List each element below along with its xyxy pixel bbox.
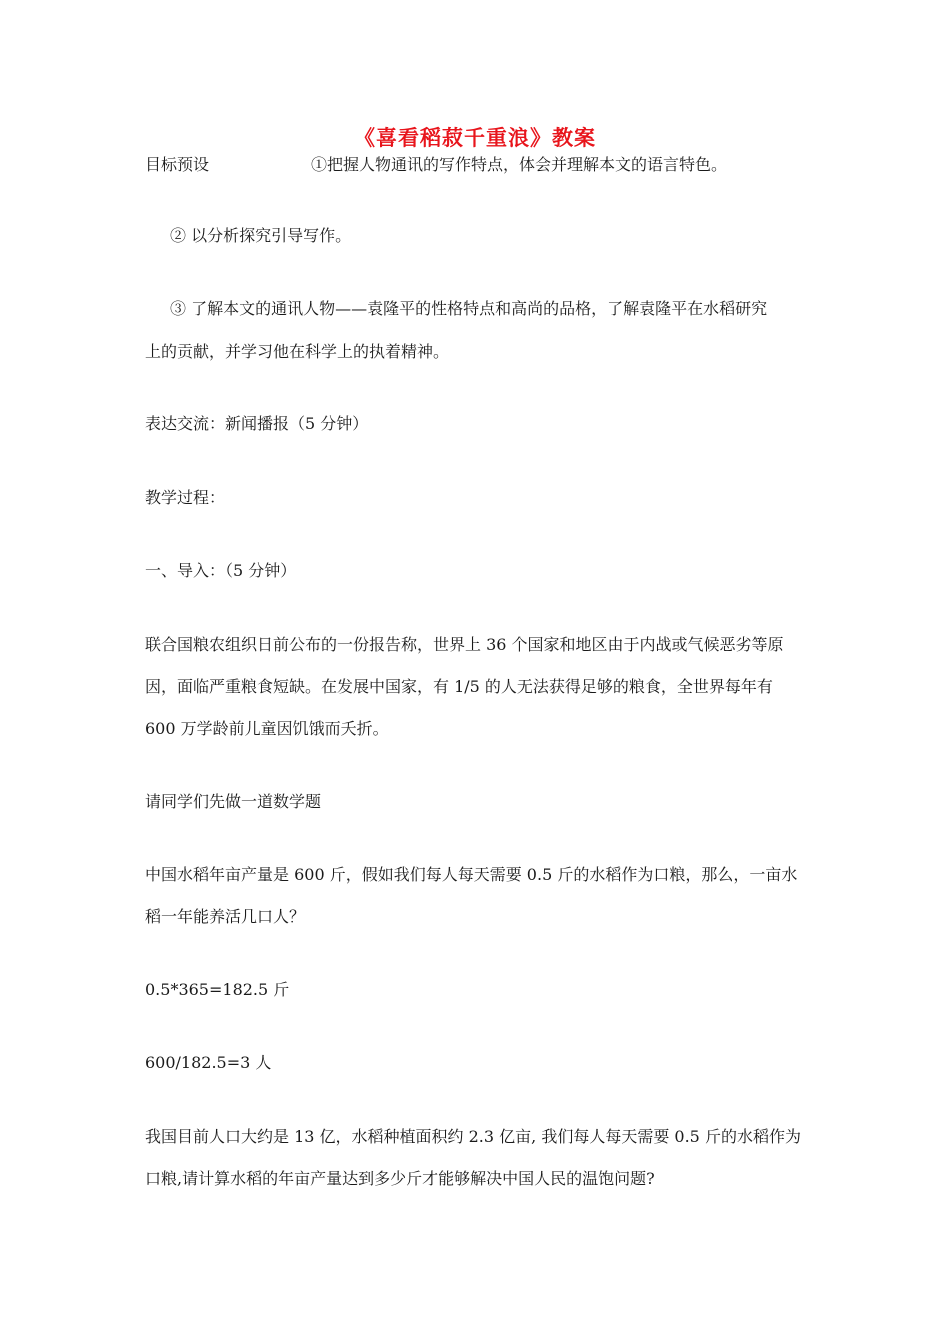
goal-item-1: ①把握人物通讯的写作特点，体会并理解本文的语言特色。	[311, 155, 728, 174]
intro-heading: 一、导入：（5 分钟）	[145, 561, 297, 580]
teaching-process-heading: 教学过程：	[145, 488, 226, 507]
paragraph-1-line-2: 因，面临严重粮食短缺。在发展中国家，有 1/5 的人无法获得足够的粮食，全世界每年有	[145, 677, 773, 696]
expression-section: 表达交流：新闻播报（5 分钟）	[145, 414, 369, 433]
goals-label: 目标预设	[145, 155, 210, 174]
calculation-1: 0.5*365=182.5 斤	[145, 980, 290, 999]
goal-item-3-line-2: 上的贡献，并学习他在科学上的执着精神。	[145, 342, 450, 361]
question-2-line-1: 我国目前人口大约是 13 亿，水稻种植面积约 2.3 亿亩, 我们每人每天需要 0.5 斤的水稻作为	[145, 1127, 801, 1146]
document-title: 《喜看稻菽千重浪》教案	[354, 126, 596, 150]
paragraph-1-line-3: 600 万学龄前儿童因饥饿而夭折。	[145, 719, 389, 738]
question-1-line-2: 稻一年能养活几口人？	[145, 907, 306, 926]
goal-item-2: ② 以分析探究引导写作。	[170, 226, 352, 245]
question-2-line-2: 口粮,请计算水稻的年亩产量达到多少斤才能够解决中国人民的温饱问题?	[145, 1169, 655, 1188]
question-1-line-1: 中国水稻年亩产量是 600 斤，假如我们每人每天需要 0.5 斤的水稻作为口粮，那么，一亩水	[145, 865, 798, 884]
paragraph-1-line-1: 联合国粮农组织日前公布的一份报告称，世界上 36 个国家和地区由于内战或气候恶劣等原	[145, 635, 784, 654]
calculation-2: 600/182.5=3 人	[145, 1053, 272, 1072]
goal-item-3-line-1: ③ 了解本文的通讯人物——袁隆平的性格特点和高尚的品格，了解袁隆平在水稻研究	[170, 299, 768, 318]
math-prompt: 请同学们先做一道数学题	[145, 792, 322, 811]
